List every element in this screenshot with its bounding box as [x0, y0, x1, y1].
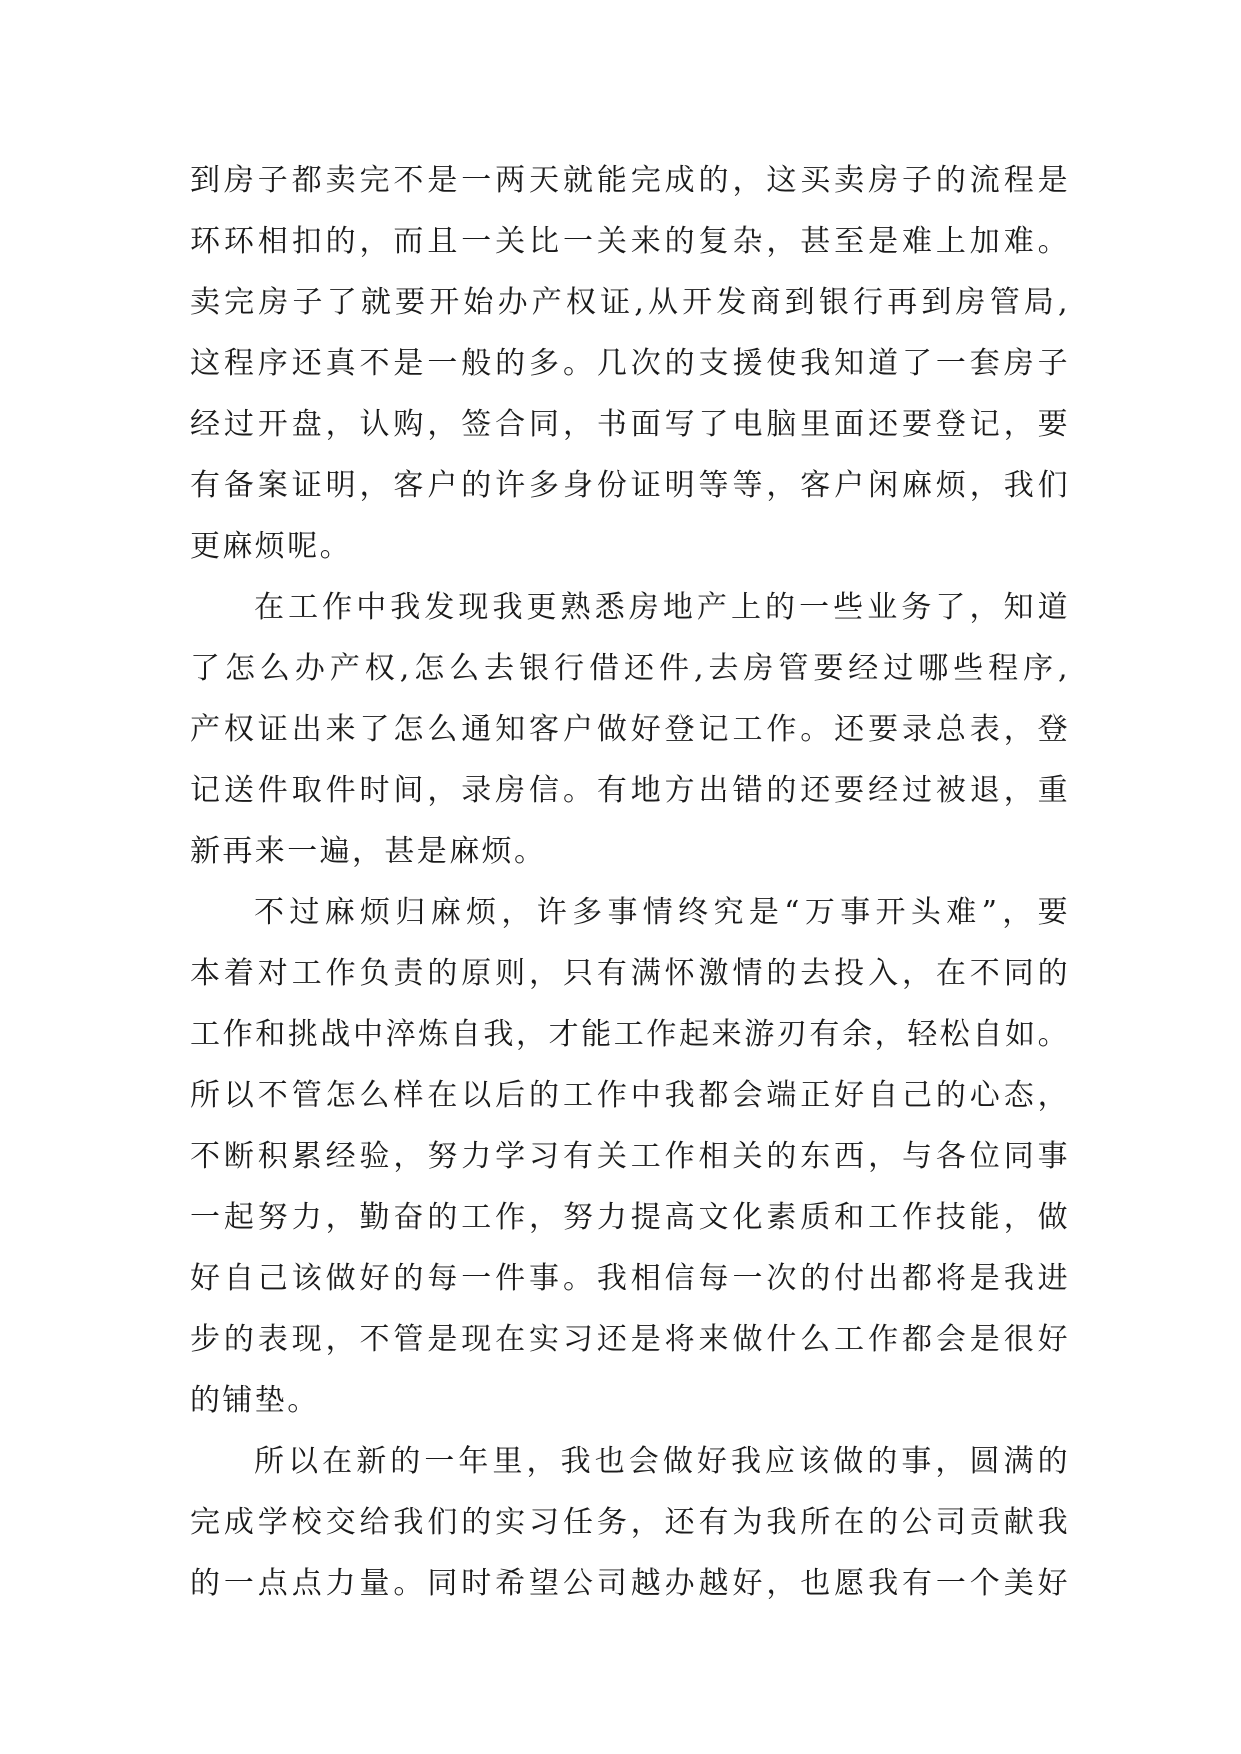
text-line: 环环相扣的，而且一关比一关来的复杂，甚至是难上加难。 — [190, 224, 1070, 259]
document-body — [190, 150, 1070, 1614]
text-line: 所以在新的一年里，我也会做好我应该做的事，圆满的 — [254, 1444, 1070, 1479]
text-line: 步的表现，不管是现在实习还是将来做什么工作都会是很好 — [190, 1322, 1070, 1357]
text-line: 记送件取件时间，录房信。有地方出错的还要经过被退，重 — [190, 773, 1070, 808]
text-line: 更麻烦呢。 — [190, 529, 352, 564]
text-line: 在工作中我发现我更熟悉房地产上的一些业务了，知道 — [254, 590, 1070, 625]
text-line: 工作和挑战中淬炼自我，才能工作起来游刃有余，轻松自如。 — [190, 1017, 1070, 1052]
text-line: 经过开盘，认购，签合同，书面写了电脑里面还要登记，要 — [190, 407, 1070, 442]
text-line: 到房子都卖完不是一两天就能完成的，这买卖房子的流程是 — [190, 163, 1070, 198]
text-line: 的铺垫。 — [190, 1383, 320, 1418]
text-line: 本着对工作负责的原则，只有满怀激情的去投入，在不同的 — [190, 956, 1070, 991]
text-line: 不断积累经验，努力学习有关工作相关的东西，与各位同事 — [190, 1139, 1070, 1174]
text-line: 了怎么办产权,怎么去银行借还件,去房管要经过哪些程序, — [190, 651, 1070, 686]
text-line: 卖完房子了就要开始办产权证,从开发商到银行再到房管局, — [190, 285, 1070, 320]
text-line: 新再来一遍，甚是麻烦。 — [190, 834, 547, 869]
text-line: 的一点点力量。同时希望公司越办越好，也愿我有一个美好 — [190, 1566, 1070, 1601]
text-line: 产权证出来了怎么通知客户做好登记工作。还要录总表，登 — [190, 712, 1070, 747]
text-line: 一起努力，勤奋的工作，努力提高文化素质和工作技能，做 — [190, 1200, 1070, 1235]
text-line: 有备案证明，客户的许多身份证明等等，客户闲麻烦，我们 — [190, 468, 1070, 503]
text-line: 不过麻烦归麻烦，许多事情终究是“万事开头难”，要 — [254, 895, 1070, 930]
text-line: 这程序还真不是一般的多。几次的支援使我知道了一套房子 — [190, 346, 1070, 381]
text-line: 好自己该做好的每一件事。我相信每一次的付出都将是我进 — [190, 1261, 1070, 1296]
text-line: 所以不管怎么样在以后的工作中我都会端正好自己的心态， — [190, 1078, 1070, 1113]
text-line: 完成学校交给我们的实习任务，还有为我所在的公司贡献我 — [190, 1505, 1070, 1540]
